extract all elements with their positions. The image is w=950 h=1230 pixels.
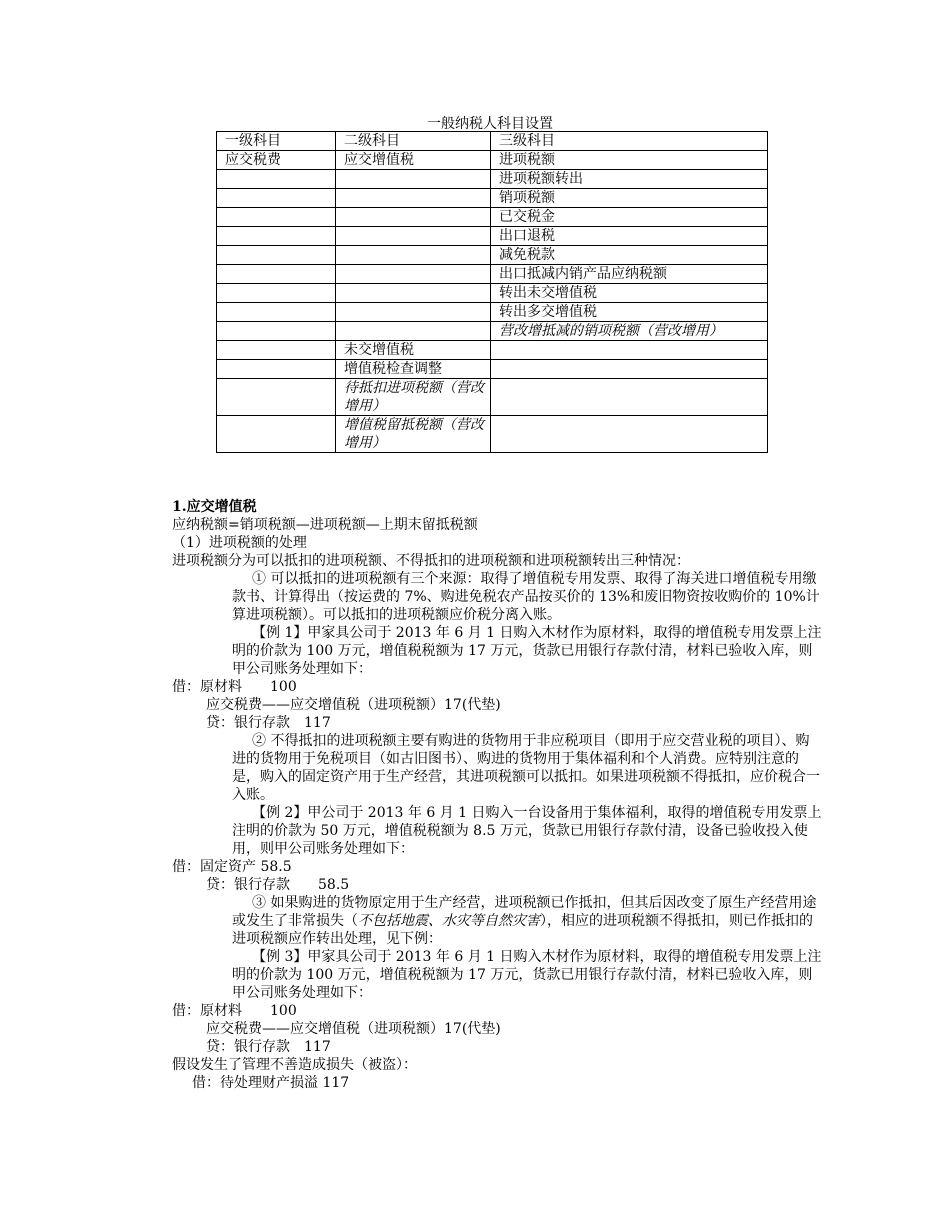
journal-line: 贷：银行存款 58.5 [206,877,350,893]
subject-table [216,131,768,453]
table-cell [336,246,491,265]
table-cell: 销项税额 [491,189,768,208]
example-3 [172,948,822,1002]
table-cell [217,416,336,453]
table-cell [336,416,491,453]
example-text: 甲家具公司于 2013 年 6 月 1 日购入木材作为原材料，取得的增值税专用发票上注明的价款为 100 万元，增值税税额为 17 万元，货款已用银行存款付清，材料已验收入库，则甲公司账务处理如下： [232,625,822,677]
example-tag: 【例 1】 [252,625,308,641]
table-cell: 转出多交增值税 [491,303,768,322]
table-row [217,170,768,189]
header-cell: 一级科目 [217,132,336,151]
table-cell [217,246,336,265]
table-row [217,265,768,284]
table-cell: 减免税款 [491,246,768,265]
table-cell [336,265,491,284]
journal-line: 应交税费——应交增值税（进项税额）17(代垫) [206,1021,501,1037]
table-cell [336,208,491,227]
table-cell: 未交增值税 [336,341,491,360]
table-cell [491,379,768,416]
table-cell [491,322,768,341]
table-cell: 应交增值税 [336,151,491,170]
italic-text: 营改增抵减的销项税额（营改增用） [499,323,723,339]
table-cell: 应交税费 [217,151,336,170]
table-cell [217,379,336,416]
example-2 [172,804,822,858]
paragraph-3 [172,894,822,948]
body-text [172,498,822,1092]
header-cell: 二级科目 [336,132,491,151]
table-cell [336,322,491,341]
journal-line: 贷：银行存款 117 [206,1039,331,1055]
paragraph-4: 假设发生了管理不善造成损失（被盗）： [172,1057,417,1073]
table-cell [217,360,336,379]
table-cell: 已交税金 [491,208,768,227]
table-row [217,246,768,265]
table-cell: 进项税额转出 [491,170,768,189]
table-cell [217,284,336,303]
table-row [217,416,768,453]
table-cell [217,322,336,341]
table-cell [217,303,336,322]
paragraph-text: ），相应的进项税额不得抵扣，则已作抵扣的进项税额应作转出处理，见下例： [232,913,813,947]
table-cell: 增值税检查调整 [336,360,491,379]
table-cell [217,208,336,227]
table-cell [336,303,491,322]
table-cell: 出口退税 [491,227,768,246]
table-row [217,151,768,170]
table-cell [217,265,336,284]
table-cell [491,341,768,360]
table-cell [217,189,336,208]
sub-heading: （1）进项税额的处理 [172,535,307,551]
journal-line: 借：待处理财产损溢 117 [192,1075,350,1091]
paragraph-2: ② 不得抵扣的进项税额主要有购进的货物用于非应税项目（即用于应交营业税的项目）、购进的货物用于免税项目（如古旧图书）、购进的货物用于集体福利和个人消费。应特别注意的是，购入的固定资产用于生产经营，其进项税额可以抵扣。如果进项税额不得抵扣，应价税合一入账。 [232,733,820,803]
header-cell: 三级科目 [491,132,768,151]
table-row [217,189,768,208]
table-title: 一般纳税人科目设置 [427,116,553,132]
example-tag: 【例 3】 [252,949,308,965]
table-row [217,284,768,303]
italic-text: 不包括地震、水灾等自然灾害 [358,913,540,929]
table-cell [336,170,491,189]
italic-text: 待抵扣进项税额（营改增用） [344,380,484,414]
example-text: 甲公司于 2013 年 6 月 1 日购入一台设备用于集体福利，取得的增值税专用发票上注明的价款为 50 万元，增值税税额为 8.5 万元，货款已用银行存款付清，设备已验收投入使用，则甲公司账务处理如下： [232,805,822,857]
italic-text: 增值税留抵税额（营改增用） [344,417,484,451]
table-cell: 转出未交增值税 [491,284,768,303]
table-row [217,322,768,341]
example-tag: 【例 2】 [252,805,308,821]
paragraph-1: ① 可以抵扣的进项税额有三个来源：取得了增值税专用发票、取得了海关进口增值税专用缴款书、计算得出（按运费的 7%、购进免税农产品按买价的 13%和废旧物资按收购价的 10%计算进项税额）。可以抵扣的进项税额应价税分离入账。 [232,571,820,623]
journal-line: 应交税费——应交增值税（进项税额）17(代垫) [206,697,501,713]
journal-line: 借：固定资产 58.5 [172,859,292,875]
section-heading: 1.应交增值税 [172,499,257,515]
table-row [217,360,768,379]
paragraph-text: ③ 如果购进的货物原定用于生产经营，进项税额已作抵扣，但其后因改变了原生产经营用途或发生了非常损失（ [232,895,817,929]
table-cell [217,341,336,360]
table-cell [217,227,336,246]
table-cell [336,284,491,303]
table-cell [336,189,491,208]
table-header-row [217,132,768,151]
table-row [217,303,768,322]
table-cell [336,379,491,416]
table-cell [491,360,768,379]
table-row [217,341,768,360]
table-cell: 出口抵减内销产品应纳税额 [491,265,768,284]
example-1 [172,624,822,678]
example-text: 甲家具公司于 2013 年 6 月 1 日购入木材作为原材料，取得的增值税专用发票上注明的价款为 100 万元，增值税税额为 17 万元，货款已用银行存款付清，材料已验收入库，则甲公司账务处理如下： [232,949,822,1001]
journal-line: 借：原材料 100 [172,1003,297,1019]
table-row [217,227,768,246]
formula-line: 应纳税额=销项税额—进项税额—上期末留抵税额 [172,517,478,533]
table-row [217,379,768,416]
table-cell [217,170,336,189]
intro-paragraph: 进项税额分为可以抵扣的进项税额、不得抵扣的进项税额和进项税额转出三种情况： [172,553,690,569]
table-row [217,208,768,227]
table-cell: 进项税额 [491,151,768,170]
table-cell [491,416,768,453]
table-cell [336,227,491,246]
journal-line: 贷：银行存款 117 [206,715,331,731]
journal-line: 借：原材料 100 [172,679,297,695]
